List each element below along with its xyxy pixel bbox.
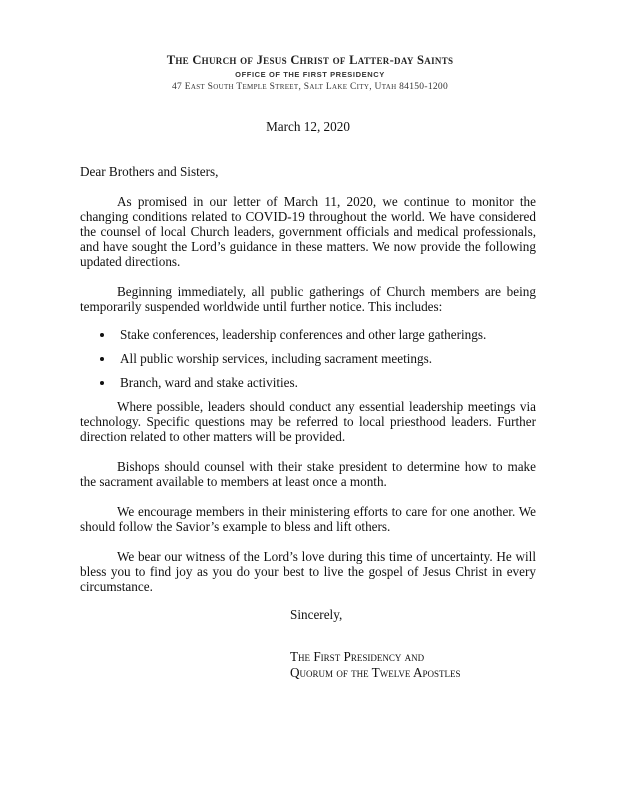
list-item-text: All public worship services, including sacrament meetings. bbox=[120, 351, 433, 366]
paragraph-intro: As promised in our letter of March 11, 2020, we continue to monitor the changing conditions related to COVID-19 throughout the world. We have considered the counsel of local Church leaders, government officials and medical professionals, and have sought the Lord’s guidance in these matters. We now provide the following updated directions. bbox=[80, 194, 536, 269]
suspended-gatherings-list bbox=[80, 327, 536, 390]
letter-date: March 12, 2020 bbox=[266, 119, 350, 134]
letter-body bbox=[80, 119, 536, 681]
list-item bbox=[80, 351, 536, 366]
paragraph-ministering: We encourage members in their ministering efforts to care for one another. We should follow the Savior’s example to bless and lift others. bbox=[80, 504, 536, 534]
letterhead bbox=[0, 53, 620, 94]
signature-block bbox=[290, 649, 536, 681]
letterhead-office: OFFICE OF THE FIRST PRESIDENCY bbox=[235, 70, 385, 79]
closing: Sincerely, bbox=[290, 607, 343, 622]
bullet-icon bbox=[100, 333, 104, 337]
bullet-icon bbox=[100, 381, 104, 385]
paragraph-suspension: Beginning immediately, all public gatherings of Church members are being temporarily suspended worldwide until further notice. This includes: bbox=[80, 284, 536, 314]
bullet-icon bbox=[100, 357, 104, 361]
letterhead-title: The Church of Jesus Christ of Latter-day Saints bbox=[166, 53, 454, 67]
signature-line-2: Quorum of the Twelve Apostles bbox=[290, 665, 461, 680]
list-item bbox=[80, 375, 536, 390]
paragraph-sacrament: Bishops should counsel with their stake president to determine how to make the sacrament available to members at least once a month. bbox=[80, 459, 536, 489]
signature-line-1: The First Presidency and bbox=[290, 649, 425, 664]
list-item-text: Branch, ward and stake activities. bbox=[120, 375, 298, 390]
paragraph-witness: We bear our witness of the Lord’s love during this time of uncertainty. He will bless you to find joy as you do your best to live the gospel of Jesus Christ in every circumstance. bbox=[80, 549, 536, 594]
letterhead-address: 47 East South Temple Street, Salt Lake City, Utah 84150-1200 bbox=[171, 82, 449, 92]
salutation: Dear Brothers and Sisters, bbox=[80, 164, 219, 179]
list-item-text: Stake conferences, leadership conferences and other large gatherings. bbox=[120, 327, 487, 342]
paragraph-technology: Where possible, leaders should conduct any essential leadership meetings via technology. Specific questions may be referred to local priesthood leaders. Further direction related to other matters will be provided. bbox=[80, 399, 536, 444]
list-item bbox=[80, 327, 536, 342]
